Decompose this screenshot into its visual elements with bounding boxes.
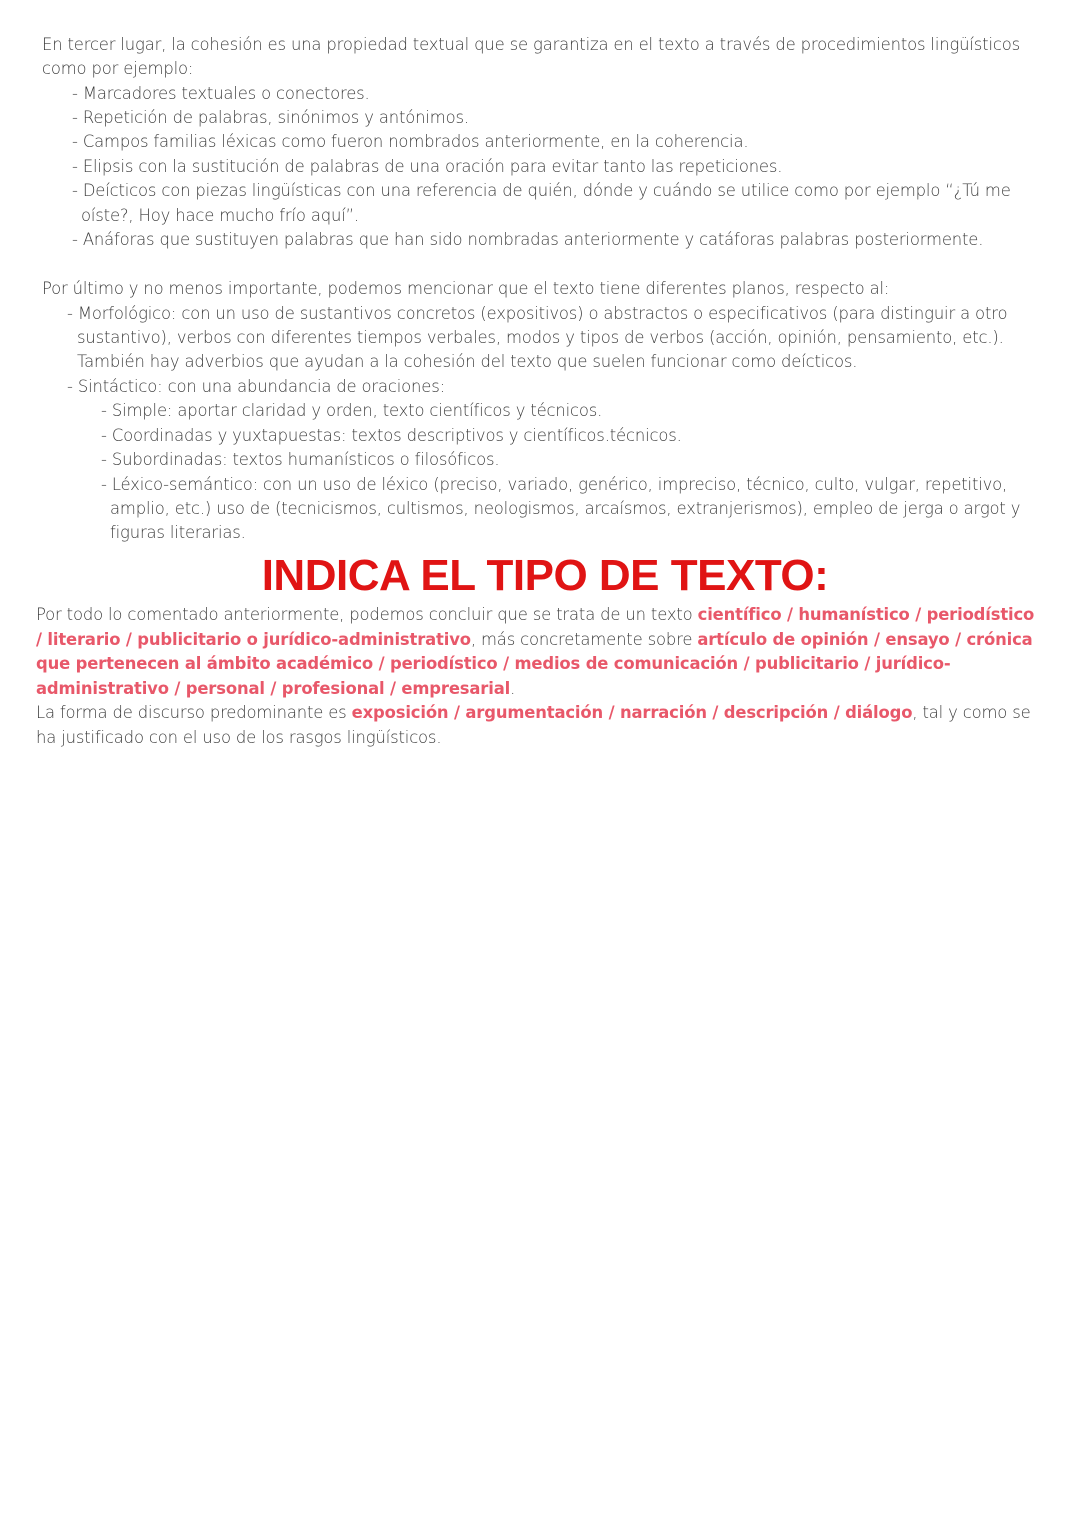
conclusion-text: Por todo lo comentado anteriormente, podemos concluir que se trata de un texto bbox=[36, 605, 698, 624]
planes-morfologico-line-3: También hay adverbios que ayudan a la cohesión del texto que suelen funcionar como deícticos. bbox=[77, 352, 858, 371]
conclusion-line-5 bbox=[36, 701, 1031, 725]
planes-sintactico: - Sintáctico: con una abundancia de oraciones: bbox=[67, 377, 445, 396]
sintactico-simple: - Simple: aportar claridad y orden, texto científicos y técnicos. bbox=[101, 401, 603, 420]
conclusion-line-4 bbox=[36, 677, 515, 701]
conclusion-text: , tal y como se bbox=[912, 703, 1031, 722]
conclusion-text: La forma de discurso predominante es bbox=[36, 703, 352, 722]
sintactico-coordinadas: - Coordinadas y yuxtapuestas: textos descriptivos y científicos.técnicos. bbox=[101, 426, 682, 445]
cohesion-intro-line-2: como por ejemplo: bbox=[42, 59, 194, 78]
planes-intro: Por último y no menos importante, podemos mencionar que el texto tiene diferentes planos, respecto al: bbox=[42, 279, 890, 298]
lexico-semantico-line-2: amplio, etc.) uso de (tecnicismos, cultismos, neologismos, arcaísmos, extranjerismos), empleo de jerga o argot y bbox=[110, 499, 1021, 518]
scope-options-cont: administrativo / personal / profesional / empresarial bbox=[36, 679, 511, 698]
conclusion-line-2 bbox=[36, 628, 1033, 652]
planes-morfologico-line-1: - Morfológico: con un uso de sustantivos concretos (expositivos) o abstractos o especificativos (para distinguir a otro bbox=[67, 304, 1008, 323]
cohesion-item-anaphora: - Anáforas que sustituyen palabras que han sido nombradas anteriormente y catáforas palabras posteriormente. bbox=[72, 230, 984, 249]
sintactico-subordinadas: - Subordinadas: textos humanísticos o filosóficos. bbox=[101, 450, 500, 469]
cohesion-item-deictics-cont: oíste?, Hoy hace mucho frío aquí”. bbox=[81, 206, 360, 225]
lexico-semantico-line-1: - Léxico-semántico: con un uso de léxico (preciso, variado, genérico, impreciso, técnico, culto, vulgar, repetitivo, bbox=[101, 475, 1008, 494]
conclusion-text: , más concretamente sobre bbox=[470, 630, 698, 649]
conclusion-text: . bbox=[510, 679, 516, 698]
text-type-options-cont: / literario / publicitario o jurídico-administrativo bbox=[36, 630, 471, 649]
genre-options: artículo de opinión / ensayo / crónica bbox=[697, 630, 1033, 649]
lexico-semantico-line-3: figuras literarias. bbox=[110, 523, 246, 542]
cohesion-item-markers: - Marcadores textuales o conectores. bbox=[72, 84, 370, 103]
scope-options: que pertenecen al ámbito académico / periodístico / medios de comunicación / publicitario / jurídico- bbox=[36, 654, 951, 673]
discourse-options: exposición / argumentación / narración / descripción / diálogo bbox=[351, 703, 913, 722]
text-type-options: científico / humanístico / periodístico bbox=[697, 605, 1035, 624]
conclusion-line-3 bbox=[36, 652, 951, 676]
planes-morfologico-line-2: sustantivo), verbos con diferentes tiempos verbales, modos y tipos de verbos (acción, opinión, pensamiento, etc.). bbox=[77, 328, 1004, 347]
cohesion-item-ellipsis: - Elipsis con la sustitución de palabras de una oración para evitar tanto las repeticiones. bbox=[72, 157, 783, 176]
cohesion-item-deictics: - Deícticos con piezas lingüísticas con una referencia de quién, dónde y cuándo se utilice como por ejemplo “¿Tú me bbox=[72, 181, 1011, 200]
cohesion-item-repetition: - Repetición de palabras, sinónimos y antónimos. bbox=[72, 108, 469, 127]
cohesion-intro-line-1: En tercer lugar, la cohesión es una propiedad textual que se garantiza en el texto a través de procedimientos lingüísticos bbox=[42, 35, 1020, 54]
cohesion-item-lexical-fields: - Campos familias léxicas como fueron nombrados anteriormente, en la coherencia. bbox=[72, 132, 749, 151]
conclusion-line-1 bbox=[36, 603, 1034, 627]
conclusion-line-6: ha justificado con el uso de los rasgos lingüísticos. bbox=[36, 728, 442, 747]
section-heading: INDICA EL TIPO DE TEXTO: bbox=[261, 551, 829, 600]
